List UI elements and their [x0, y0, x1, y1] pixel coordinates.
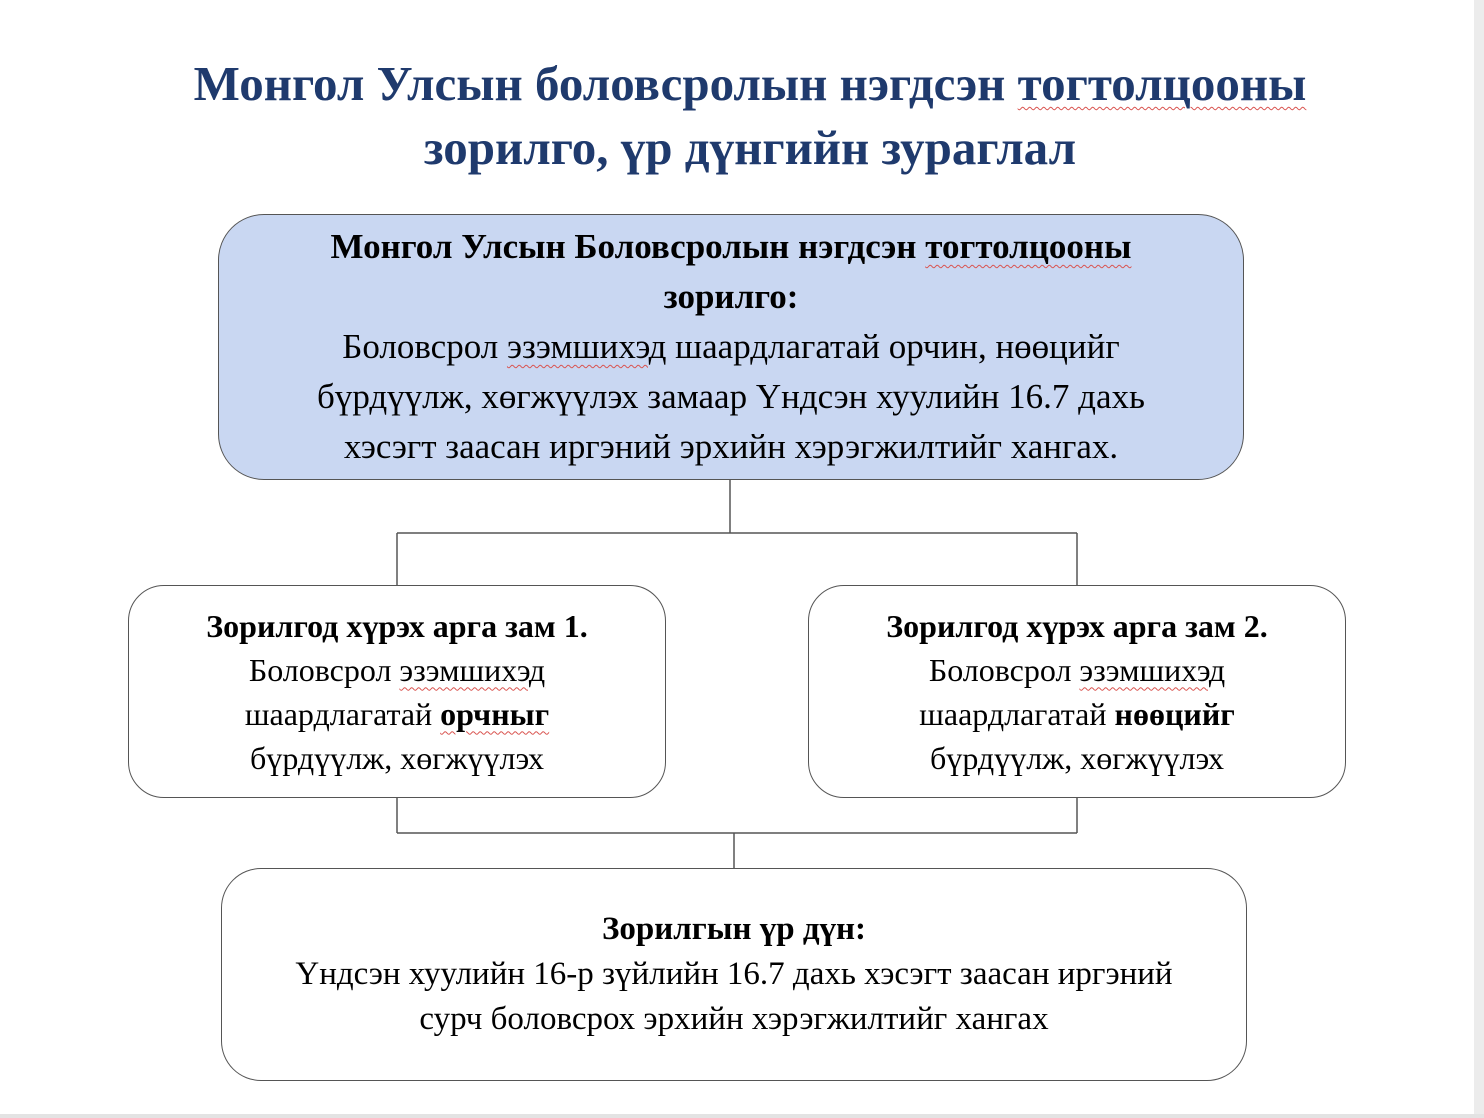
path-2-heading: Зорилгод хүрэх арга зам 2. — [886, 607, 1268, 644]
path-2-line-1 — [929, 648, 1225, 692]
goal-body-line-1-end: шаардлагатай орчин, нөөцийг — [666, 327, 1120, 366]
result-box — [221, 868, 1247, 1081]
path-2-line-3: бүрдүүлж, хөгжүүлэх — [930, 739, 1224, 776]
path-1-line-2 — [245, 692, 549, 736]
goal-heading-text: Монгол Улсын Боловсролын нэгдсэн — [330, 227, 926, 266]
path-1-emphasis-word: орчныг — [440, 695, 550, 732]
title-line-1-text: Монгол Улсын боловсролын нэгдсэн — [193, 56, 1018, 111]
path-2-line-2-start: шаардлагатай — [919, 695, 1115, 732]
title-line-1 — [100, 52, 1400, 116]
path-2-line-1-start: Боловсрол — [928, 651, 1080, 688]
path-2-line-2 — [919, 692, 1235, 736]
path-2-spellcheck-word: эзэмшихэд — [1079, 651, 1226, 688]
result-line-2: сурч боловсрох эрхийн хэрэгжилтийг хангах — [419, 1001, 1049, 1037]
path-2-box — [808, 585, 1346, 798]
goal-box — [218, 214, 1244, 480]
title-spellcheck-word: тогтолцооны — [1017, 56, 1307, 111]
goal-body-line-1 — [342, 322, 1119, 372]
path-1-line-1 — [249, 648, 545, 692]
path-1-line-2-start: шаардлагатай — [244, 695, 441, 732]
path-1-box — [128, 585, 666, 798]
page-title — [100, 52, 1400, 180]
path-1-heading: Зорилгод хүрэх арга зам 1. — [206, 607, 588, 644]
path-1-spellcheck-word: эзэмшихэд — [399, 651, 546, 688]
window-bottom-edge — [0, 1114, 1484, 1118]
goal-body-spellcheck-word: эзэмшихэд — [506, 327, 667, 366]
goal-heading-line-2: зорилго: — [663, 277, 799, 316]
path-1-line-1-start: Боловсрол — [248, 651, 400, 688]
result-line-1: Үндсэн хуулийн 16-р зүйлийн 16.7 дахь хэсэгт заасан иргэний — [295, 956, 1173, 992]
goal-body-line-3: хэсэгт заасан иргэний эрхийн хэрэгжилтийг хангах. — [343, 427, 1119, 466]
goal-heading-line-1 — [331, 222, 1132, 272]
goal-heading-spellcheck-word: тогтолцооны — [925, 227, 1132, 266]
path-2-emphasis-word: нөөцийг — [1114, 695, 1235, 732]
path-1-line-3: бүрдүүлж, хөгжүүлэх — [250, 739, 544, 776]
goal-body-line-2: бүрдүүлж, хөгжүүлэх замаар Үндсэн хуулийн 16.7 дахь — [317, 377, 1145, 416]
goal-body-line-1-start: Боловсрол — [342, 327, 507, 366]
title-line-2: зорилго, үр дүнгийн зураглал — [423, 120, 1077, 175]
result-heading: Зорилгын үр дүн: — [601, 911, 867, 947]
window-right-edge — [1474, 0, 1484, 1118]
